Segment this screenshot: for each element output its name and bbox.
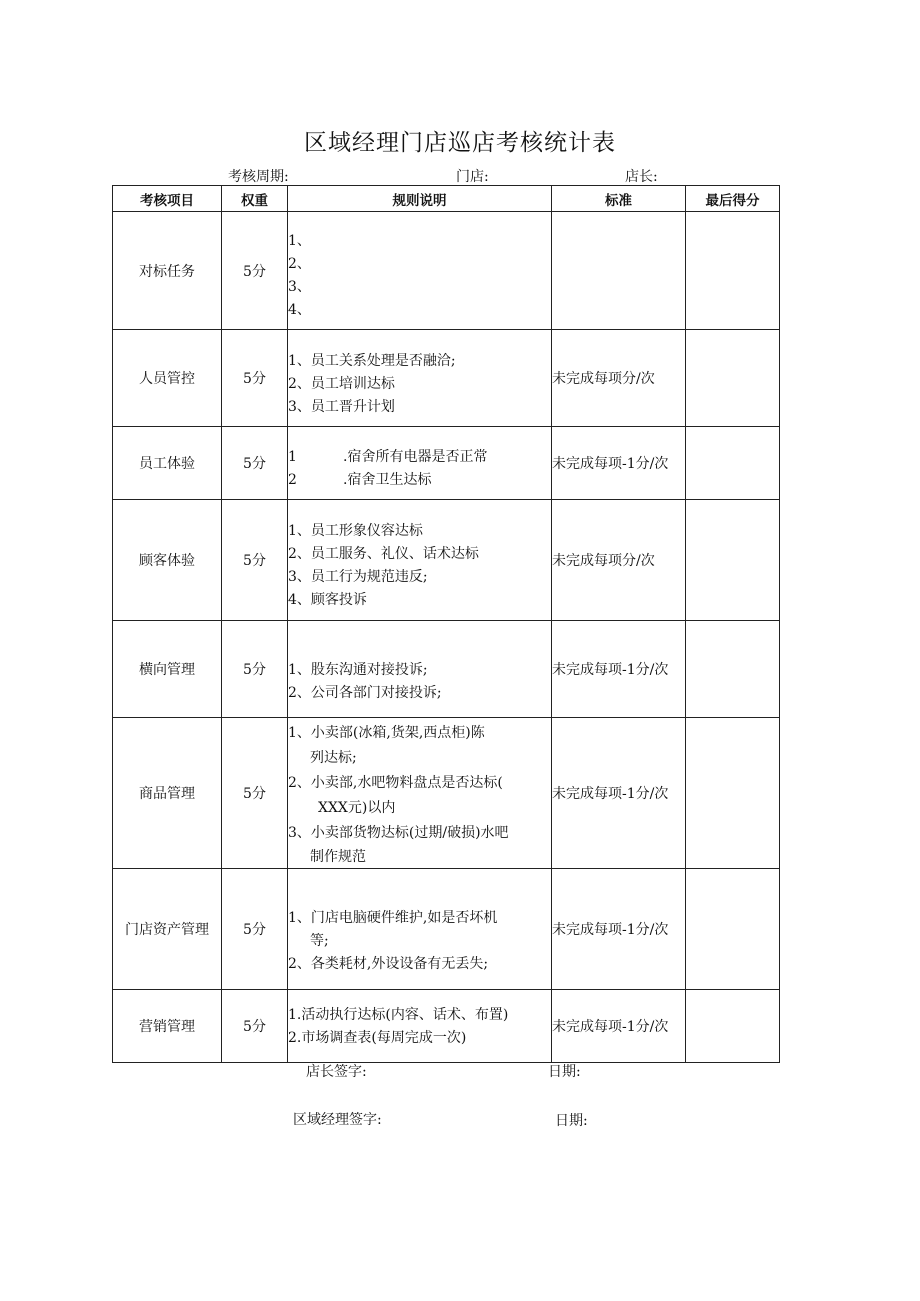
rule-text: .宿舍所有电器是否正常 — [343, 449, 488, 465]
item-cell: 横向管理 — [113, 621, 222, 718]
rule-number: 1 — [288, 449, 297, 465]
rule-line: 1.活动执行达标(内容、话术、布置) — [288, 1007, 509, 1023]
rule-line: 等; — [310, 932, 329, 949]
table-row — [113, 718, 780, 869]
rule-line: 1、 — [288, 232, 311, 249]
rule-line: 1、员工形象仪容达标 — [288, 523, 423, 539]
rule-line: 2、员工培训达标 — [288, 376, 395, 392]
rules-cell — [288, 718, 552, 869]
manager-label: 店长: — [625, 169, 658, 185]
period-label: 考核周期: — [228, 169, 289, 185]
item-cell: 人员管控 — [113, 330, 222, 427]
rule-line: 3、小卖部货物达标(过期/破损)水吧 — [288, 825, 509, 841]
standard-cell: 未完成每项-1分/次 — [552, 427, 686, 500]
store-label: 门店: — [456, 169, 489, 185]
manager-date-label: 日期: — [548, 1064, 581, 1080]
table-row — [113, 500, 780, 621]
regional-date-label: 日期: — [555, 1113, 588, 1129]
standard-cell: 未完成每项-1分/次 — [552, 718, 686, 869]
rule-line: 1、门店电脑硬件维护,如是否坏机 — [288, 909, 498, 926]
header-standard: 标准 — [552, 186, 686, 212]
weight-cell: 5分 — [222, 990, 288, 1063]
rule-line: 2、小卖部,水吧物料盘点是否达标( — [288, 775, 503, 791]
table-row — [113, 330, 780, 427]
manager-signature-label: 店长签字: — [306, 1064, 367, 1080]
table-header-row — [113, 186, 780, 212]
table-row — [113, 427, 780, 500]
header-weight: 权重 — [222, 186, 288, 212]
standard-cell — [552, 212, 686, 330]
standard-cell: 未完成每项-1分/次 — [552, 869, 686, 990]
rule-line: 2、员工服务、礼仪、话术达标 — [288, 546, 479, 562]
rule-line: 3、员工行为规范违反; — [288, 569, 428, 585]
rule-line: 1、股东沟通对接投诉; — [288, 662, 428, 678]
rules-cell — [288, 990, 552, 1063]
item-cell: 对标任务 — [113, 212, 222, 330]
item-cell: 营销管理 — [113, 990, 222, 1063]
header-item: 考核项目 — [113, 186, 222, 212]
score-cell[interactable] — [686, 500, 780, 621]
rules-cell — [288, 621, 552, 718]
score-cell[interactable] — [686, 427, 780, 500]
page-title: 区域经理门店巡店考核统计表 — [304, 130, 616, 156]
rule-line: 1、小卖部(冰箱,货架,西点柜)陈 — [288, 725, 485, 741]
assessment-table — [112, 185, 780, 1063]
score-cell[interactable] — [686, 212, 780, 330]
table-row — [113, 212, 780, 330]
header-score: 最后得分 — [686, 186, 780, 212]
score-cell[interactable] — [686, 869, 780, 990]
rule-line — [288, 446, 551, 469]
rule-line — [288, 469, 551, 492]
header-rules: 规则说明 — [288, 186, 552, 212]
rule-text: .宿舍卫生达标 — [343, 472, 432, 488]
rule-line: 3、 — [288, 278, 311, 295]
rules-cell — [288, 330, 552, 427]
table-row — [113, 990, 780, 1063]
standard-cell: 未完成每项分/次 — [552, 330, 686, 427]
standard-cell: 未完成每项-1分/次 — [552, 621, 686, 718]
table-row — [113, 621, 780, 718]
regional-signature-label: 区域经理签字: — [293, 1112, 382, 1128]
item-cell: 员工体验 — [113, 427, 222, 500]
item-cell: 门店资产管理 — [113, 869, 222, 990]
rule-line: 列达标; — [310, 750, 357, 766]
item-cell: 顾客体验 — [113, 500, 222, 621]
weight-cell: 5分 — [222, 330, 288, 427]
rule-line: 2、 — [288, 255, 311, 272]
weight-cell: 5分 — [222, 500, 288, 621]
weight-cell: 5分 — [222, 718, 288, 869]
score-cell[interactable] — [686, 990, 780, 1063]
rule-line: 3、员工晋升计划 — [288, 399, 395, 415]
score-cell[interactable] — [686, 718, 780, 869]
weight-cell: 5分 — [222, 212, 288, 330]
table-row — [113, 869, 780, 990]
rules-cell — [288, 212, 552, 330]
score-cell[interactable] — [686, 330, 780, 427]
standard-cell: 未完成每项分/次 — [552, 500, 686, 621]
rule-line: 制作规范 — [310, 849, 366, 865]
rule-line: 4、顾客投诉 — [288, 592, 367, 608]
score-cell[interactable] — [686, 621, 780, 718]
standard-cell: 未完成每项-1分/次 — [552, 990, 686, 1063]
rules-cell — [288, 500, 552, 621]
rule-line: 1、员工关系处理是否融洽; — [288, 353, 456, 369]
rule-line: XXX元)以内 — [318, 800, 396, 816]
weight-cell: 5分 — [222, 427, 288, 500]
rules-cell — [288, 869, 552, 990]
rules-cell — [288, 427, 552, 500]
weight-cell: 5分 — [222, 621, 288, 718]
weight-cell: 5分 — [222, 869, 288, 990]
rule-line: 2.市场调查表(每周完成一次) — [288, 1030, 467, 1046]
rule-number: 2 — [288, 472, 297, 488]
rule-line: 2、公司各部门对接投诉; — [288, 685, 442, 701]
item-cell: 商品管理 — [113, 718, 222, 869]
rule-line: 4、 — [288, 301, 311, 318]
rule-line: 2、各类耗材,外设设备有无丢失; — [288, 955, 489, 972]
